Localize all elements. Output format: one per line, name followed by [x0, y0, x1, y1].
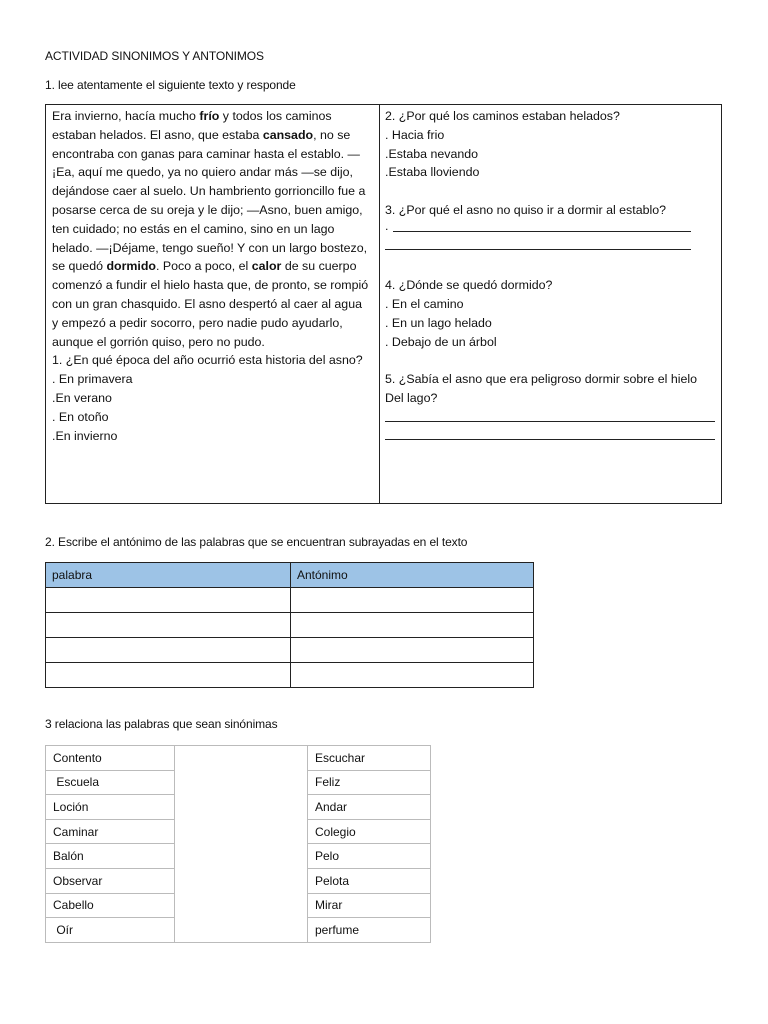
palabra-cell[interactable] — [46, 588, 291, 613]
antonimo-cell[interactable] — [291, 613, 534, 638]
right-word: Colegio — [308, 819, 431, 844]
q1-option[interactable]: . En primavera — [52, 372, 133, 387]
table-header-row — [46, 563, 534, 588]
right-word: Andar — [308, 795, 431, 820]
story-text: Era invierno, hacía mucho frío y todos los caminos estaban helados. El asno, que estaba cansado, no se encontraba con ganas para caminar hasta el establo. —¡Ea, aquí me quedo, ya no quiero andar más —se dijo, dejándose caer al suelo. Un hambriento gorrioncillo fue a posarse cerca de su oreja y le dijo; —Asno, buen amigo, ten cuidado; no estás en el camino, sino en un lago helado. —¡Déjame, tengo sueño! Y con un largo bostezo, se quedó dormido. Poco a poco, el calor de su cuerpo comenzó a fundir el hielo hasta que, de pronto, se rompió con un gran chasquido. El asno despertó al caer al agua y empezó a pedir socorro, pero nadie pudo ayudarlo, aunque el gorrión quiso, pero no pudo. — [52, 109, 369, 349]
q1-option[interactable]: . En otoño — [52, 409, 109, 424]
right-word: Mirar — [308, 893, 431, 918]
table-row — [46, 663, 534, 688]
page-title: ACTIVIDAD SINONIMOS Y ANTONIMOS — [45, 49, 264, 63]
matching-space[interactable] — [175, 746, 308, 943]
table-row — [46, 638, 534, 663]
left-word: Contento — [46, 746, 175, 771]
table-row — [46, 613, 534, 638]
section2-instruction: 2. Escribe el antónimo de las palabras que se encuentran subrayadas en el texto — [45, 535, 468, 549]
q2-option[interactable]: .Estaba nevando — [385, 146, 479, 161]
reading-box — [45, 104, 722, 504]
right-word: Pelota — [308, 868, 431, 893]
q5-answer-line[interactable] — [385, 439, 715, 440]
antonimo-cell[interactable] — [291, 638, 534, 663]
left-word: Oír — [46, 918, 175, 943]
left-word: Cabello — [46, 893, 175, 918]
q5-answer-line[interactable] — [385, 421, 715, 422]
q3-answer-line[interactable] — [385, 249, 691, 250]
left-word: Caminar — [46, 819, 175, 844]
q4-question: 4. ¿Dónde se quedó dormido? — [385, 278, 553, 293]
header-antonimo: Antónimo — [291, 563, 534, 588]
q3-question: 3. ¿Por qué el asno no quiso ir a dormir al establo? — [385, 202, 667, 217]
q3-prefix: . — [385, 218, 389, 233]
table-row — [46, 746, 431, 771]
story-column — [52, 107, 370, 445]
column-divider — [379, 105, 380, 503]
palabra-cell[interactable] — [46, 638, 291, 663]
right-word: Pelo — [308, 844, 431, 869]
word-dormido: dormido — [106, 259, 156, 274]
synonym-table — [45, 745, 431, 943]
right-word: perfume — [308, 918, 431, 943]
q5-question-line2: Del lago? — [385, 390, 438, 405]
q4-option[interactable]: . En un lago helado — [385, 315, 492, 330]
table-row — [46, 588, 534, 613]
right-word: Escuchar — [308, 746, 431, 771]
q5-question-line1: 5. ¿Sabía el asno que era peligroso dormir sobre el hielo — [385, 372, 698, 387]
antonimo-cell[interactable] — [291, 588, 534, 613]
q1-option[interactable]: .En invierno — [52, 428, 118, 443]
palabra-cell[interactable] — [46, 613, 291, 638]
questions-column — [385, 107, 715, 445]
q4-option[interactable]: . En el camino — [385, 296, 464, 311]
header-palabra: palabra — [46, 563, 291, 588]
q2-option[interactable]: . Hacia frio — [385, 127, 445, 142]
q2-question: 2. ¿Por qué los caminos estaban helados? — [385, 109, 620, 123]
left-word: Loción — [46, 795, 175, 820]
antonimo-cell[interactable] — [291, 663, 534, 688]
antonym-table — [45, 562, 534, 688]
word-frio: frío — [199, 109, 220, 123]
word-calor: calor — [251, 259, 282, 274]
left-word: Escuela — [46, 770, 175, 795]
section3-instruction: 3 relaciona las palabras que sean sinónimas — [45, 717, 278, 731]
left-word: Observar — [46, 868, 175, 893]
q4-option[interactable]: . Debajo de un árbol — [385, 334, 497, 349]
word-cansado: cansado — [262, 127, 314, 142]
q2-option[interactable]: .Estaba lloviendo — [385, 165, 480, 180]
q3-answer-line[interactable] — [393, 231, 691, 232]
palabra-cell[interactable] — [46, 663, 291, 688]
right-word: Feliz — [308, 770, 431, 795]
q1-question: 1. ¿En qué época del año ocurrió esta historia del asno? — [52, 353, 363, 368]
q1-option[interactable]: .En verano — [52, 390, 112, 405]
section1-instruction: 1. lee atentamente el siguiente texto y responde — [45, 78, 296, 92]
left-word: Balón — [46, 844, 175, 869]
